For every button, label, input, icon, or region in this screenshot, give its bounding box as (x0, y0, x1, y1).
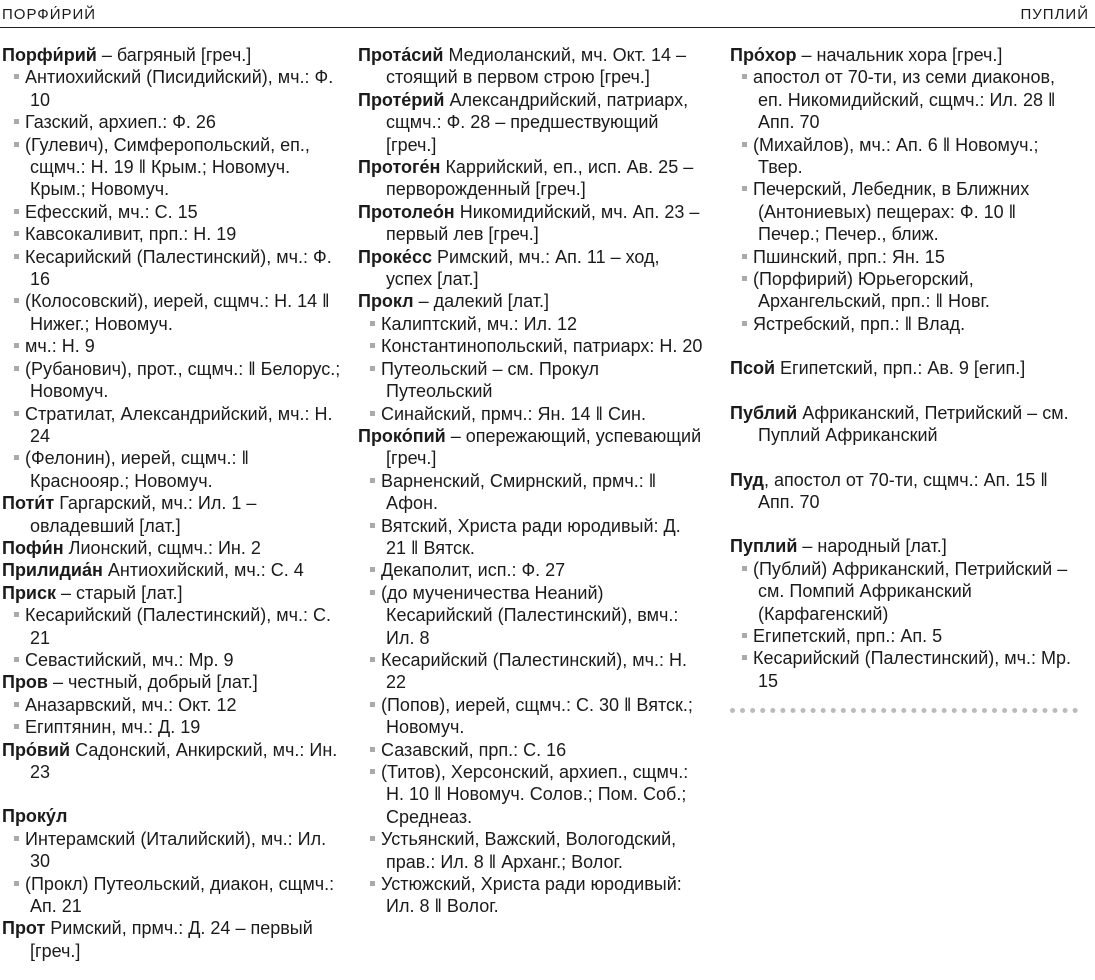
entry-headword: Поти́т (2, 493, 55, 514)
sub-entry (358, 403, 704, 425)
entry-definition: – начальник хора [греч.] (796, 45, 1003, 65)
sub-entry (2, 223, 348, 245)
dictionary-entry (730, 402, 1080, 447)
dictionary-entry (730, 535, 1080, 557)
entry-headword: Порфи́рий (2, 45, 97, 65)
sub-entry (2, 335, 348, 357)
entry-definition: – опережающий, успевающий [греч.] (386, 425, 702, 469)
running-header-right: ПУПЛИЙ (1020, 6, 1089, 23)
sub-entry-text: Севастийский, мч.: Мр. 9 (25, 649, 234, 670)
entry-headword: Пофи́н (2, 537, 64, 558)
entry-headword: Протоге́н (358, 157, 441, 178)
sub-entry (730, 246, 1080, 268)
sub-entry-text: мч.: Н. 9 (25, 336, 95, 357)
entry-headword: Прокл (358, 291, 414, 312)
entry-definition: Африканский, Петрийский – см. Пуплий Африканский (758, 402, 1069, 446)
end-of-letter-ornament (730, 700, 1078, 713)
entry-headword: Пров (2, 672, 48, 693)
sub-entry (730, 134, 1080, 179)
entry-headword: Проку́л (2, 806, 68, 827)
sub-entry (358, 313, 704, 335)
column-1 (2, 44, 348, 962)
dictionary-entry (358, 246, 704, 291)
sub-entry-text: Печерский, Лебедник, в Ближних (Антониевых) пещерах: Ф. 10 ‖ Печер.; Печер., ближ. (753, 179, 1030, 245)
sub-entry-text: Декаполит, исп.: Ф. 27 (381, 560, 566, 581)
sub-entry (358, 515, 704, 560)
entry-headword: Про́вий (2, 739, 71, 760)
sub-entry-text: Ястребский, прп.: ‖ Влад. (753, 313, 966, 334)
entry-headword: Приск (2, 582, 57, 603)
header-rule (0, 27, 1095, 28)
sub-entry-text: Аназарвский, мч.: Окт. 12 (25, 694, 237, 715)
sub-entry-text: апостол от 70-ти, из семи диаконов, еп. Никомидийский, сщмч.: Ил. 28 ‖ Апп. 70 (753, 67, 1056, 133)
entry-definition: Римский, мч.: Ап. 11 – ход, успех [лат.] (386, 246, 660, 290)
entry-definition: Лионский, сщмч.: Ин. 2 (63, 537, 261, 558)
sub-entry-text: (Фелонин), иерей, сщмч.: ‖ Красноояр.; Новомуч. (25, 448, 249, 491)
section-gap (730, 335, 1080, 357)
dictionary-entry (2, 44, 348, 66)
entry-definition: Александрийский, патриарх, сщмч.: Ф. 28 – предшествующий [греч.] (386, 89, 689, 155)
dictionary-entry (358, 156, 704, 201)
sub-entry (2, 604, 348, 649)
column-3 (730, 44, 1080, 713)
sub-entry (2, 873, 348, 918)
sub-entry-text: Сазавский, прп.: С. 16 (381, 739, 567, 760)
dictionary-entry (2, 559, 348, 581)
dictionary-entry (358, 290, 704, 312)
entry-definition: Никомидийский, мч. Ап. 23 – первый лев [греч.] (386, 201, 700, 245)
sub-entry (2, 111, 348, 133)
section-gap (2, 783, 348, 805)
sub-entry-text: (Рубанович), прот., сщмч.: ‖ Белорус.; Новомуч. (25, 358, 341, 402)
dictionary-entry (2, 671, 348, 693)
sub-entry (730, 647, 1080, 692)
running-header-left: ПОРФИ́РИЙ (2, 6, 97, 23)
sub-entry-text: Газский, архиеп.: Ф. 26 (25, 112, 216, 133)
entry-definition: Каррийский, еп., исп. Ав. 25 – перворожденный [греч.] (386, 157, 694, 200)
sub-entry-text: Кесарийский (Палестинский), мч.: С. 21 (25, 605, 332, 648)
sub-entry-text: (Попов), иерей, сщмч.: С. 30 ‖ Вятск.; Новомуч. (381, 694, 693, 738)
sub-entry-text: Египтянин, мч.: Д. 19 (25, 717, 201, 738)
dictionary-entry (2, 537, 348, 559)
dictionary-entry (2, 739, 348, 784)
sub-entry-text: (Гулевич), Симферопольский, еп., сщмч.: Н. 19 ‖ Крым.; Новомуч. Крым.; Новомуч. (25, 134, 310, 200)
dictionary-entry (2, 492, 348, 537)
sub-entry-text: Кесарийский (Палестинский), мч.: Н. 22 (381, 649, 688, 693)
sub-entry (730, 625, 1080, 647)
entry-headword: Пуд (730, 469, 764, 490)
sub-entry-text: Калиптский, мч.: Ил. 12 (381, 313, 578, 334)
sub-entry (358, 582, 704, 649)
entry-definition: – народный [лат.] (797, 536, 947, 557)
sub-entry (358, 694, 704, 739)
sub-entry-text: Варненский, Смирнский, прмч.: ‖ Афон. (381, 470, 657, 514)
sub-entry-text: Кавсокаливит, прп.: Н. 19 (25, 224, 237, 245)
section-gap (730, 513, 1080, 535)
entry-definition: – честный, добрый [лат.] (48, 672, 258, 693)
entry-headword: Публий (730, 402, 798, 423)
entry-headword: Про́хор (730, 45, 797, 65)
entry-definition: – далекий [лат.] (413, 291, 549, 312)
entry-definition: – багряный [греч.] (96, 45, 252, 65)
sub-entry-text: Антиохийский (Писидийский), мч.: Ф. 10 (25, 67, 334, 110)
dictionary-entry (730, 357, 1080, 379)
section-gap (730, 447, 1080, 469)
dictionary-entry (358, 44, 704, 89)
entry-headword: Прот (2, 918, 46, 939)
entry-headword: Прота́сий (358, 45, 444, 65)
entry-headword: Проте́рий (358, 89, 445, 110)
sub-entry-text: (Титов), Херсонский, архиеп., сщмч.: Н. 10 ‖ Новомуч. Солов.; Пом. Соб.; Среднеаз. (381, 762, 689, 827)
column-2 (358, 44, 704, 918)
entry-headword: Протолео́н (358, 201, 455, 222)
sub-entry-text: Кесарийский (Палестинский), мч.: Ф. 16 (25, 246, 332, 290)
running-header (0, 0, 1095, 30)
entry-headword: Пуплий (730, 536, 798, 557)
sub-entry-text: Устьянский, Важский, Вологодский, прав.: Ил. 8 ‖ Арханг.; Волог. (381, 829, 677, 872)
sub-entry (2, 694, 348, 716)
entry-definition: , апостол от 70-ти, сщмч.: Ап. 15 ‖ Апп. 70 (758, 469, 1048, 512)
sub-entry-text: Ефесский, мч.: С. 15 (25, 201, 198, 222)
sub-entry (2, 66, 348, 111)
sub-entry (358, 358, 704, 403)
dictionary-entry (2, 917, 348, 962)
sub-entry-text: Синайский, прмч.: Ян. 14 ‖ Син. (381, 403, 646, 424)
entry-definition: Гаргарский, мч.: Ил. 1 – овладевший [лат.] (30, 493, 257, 536)
entry-definition: Римский, прмч.: Д. 24 – первый [греч.] (30, 918, 313, 961)
dictionary-entry (730, 44, 1080, 66)
sub-entry (730, 558, 1080, 625)
entry-definition: Садонский, Анкирский, мч.: Ин. 23 (30, 739, 338, 782)
sub-entry (730, 66, 1080, 133)
sub-entry-text: Стратилат, Александрийский, мч.: Н. 24 (25, 403, 333, 446)
sub-entry (358, 335, 704, 357)
entry-headword: Прилидиа́н (2, 560, 103, 581)
sub-entry (2, 290, 348, 335)
sub-entry-text: (до мученичества Неаний) Кесарийский (Палестинский), вмч.: Ил. 8 (381, 582, 679, 648)
sub-entry-text: (Колосовский), иерей, сщмч.: Н. 14 ‖ Нижег.; Новомуч. (25, 291, 330, 334)
dictionary-entry (358, 89, 704, 156)
sub-entry (358, 739, 704, 761)
sub-entry (358, 873, 704, 918)
sub-entry (2, 403, 348, 448)
entry-definition: Медиоланский, мч. Окт. 14 – стоящий в первом строю [греч.] (386, 45, 686, 88)
sub-entry (2, 447, 348, 492)
dictionary-entry (2, 805, 348, 827)
section-gap (730, 380, 1080, 402)
entry-definition: Египетский, прп.: Ав. 9 [егип.] (775, 358, 1026, 379)
sub-entry (2, 134, 348, 201)
sub-entry-text: Константинопольский, патриарх: Н. 20 (381, 336, 703, 357)
sub-entry-text: (Публий) Африканский, Петрийский – см. Помпий Африканский (Карфагенский) (753, 558, 1068, 624)
entry-headword: Проко́пий (358, 425, 446, 446)
sub-entry (2, 716, 348, 738)
sub-entry (358, 828, 704, 873)
dictionary-entry (358, 201, 704, 246)
sub-entry (2, 201, 348, 223)
entry-definition: – старый [лат.] (56, 582, 183, 603)
dictionary-entry (2, 582, 348, 604)
sub-entry-text: Устюжский, Христа ради юродивый: Ил. 8 ‖ Волог. (381, 874, 682, 917)
sub-entry (2, 358, 348, 403)
sub-entry-text: Пшинский, прп.: Ян. 15 (753, 246, 945, 267)
sub-entry-text: Вятский, Христа ради юродивый: Д. 21 ‖ Вятск. (381, 515, 681, 558)
sub-entry (2, 828, 348, 873)
sub-entry (2, 649, 348, 671)
sub-entry-text: (Михайлов), мч.: Ап. 6 ‖ Новомуч.; Твер. (753, 134, 1039, 178)
sub-entry-text: Египетский, прп.: Ап. 5 (753, 625, 943, 646)
sub-entry-text: Кесарийский (Палестинский), мч.: Мр. 15 (753, 648, 1072, 691)
sub-entry-text: (Порфирий) Юрьегорский, Архангельский, прп.: ‖ Новг. (753, 269, 990, 312)
sub-entry (730, 313, 1080, 335)
sub-entry (358, 649, 704, 694)
dictionary-entry (730, 469, 1080, 514)
entry-headword: Проке́сс (358, 246, 432, 267)
sub-entry (730, 268, 1080, 313)
sub-entry (730, 178, 1080, 245)
sub-entry-text: (Прокл) Путеольский, диакон, сщмч.: Ап. 21 (25, 873, 335, 917)
sub-entry (358, 761, 704, 828)
entry-definition: Антиохийский, мч.: С. 4 (102, 560, 304, 581)
entry-headword: Псой (730, 358, 776, 379)
sub-entry (2, 246, 348, 291)
dictionary-entry (358, 425, 704, 470)
sub-entry (358, 559, 704, 581)
sub-entry-text: Путеольский – см. Прокул Путеольский (381, 358, 600, 402)
sub-entry (358, 470, 704, 515)
sub-entry-text: Интерамский (Италийский), мч.: Ил. 30 (25, 828, 327, 872)
